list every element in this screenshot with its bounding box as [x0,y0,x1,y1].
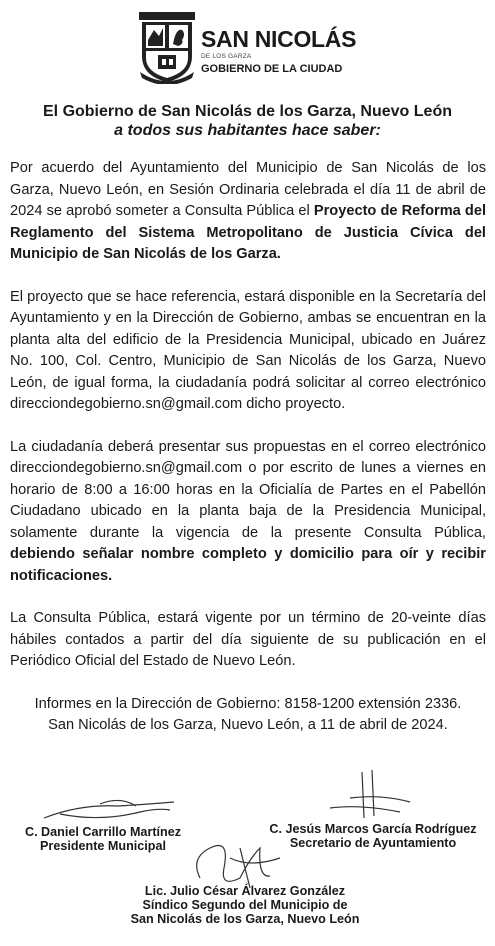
signer-name: C. Jesús Marcos García Rodríguez [269,822,477,836]
paragraph-proposals [10,437,486,588]
date-line: San Nicolás de los Garza, Nuevo León, a 11 de abril de 2024. [48,717,448,733]
signer-title: Síndico Segundo del Municipio de [142,898,348,912]
brand-name: SAN NICOLÁS [201,26,357,52]
signer-name: C. Daniel Carrillo Martínez [24,825,182,839]
paragraph-info [10,694,486,737]
signature-right-scribble [300,768,420,828]
signature-sindico [100,884,390,926]
paragraph-availability: El proyecto que se hace referencia, estará disponible en la Secretaría del Ayuntamiento y en la Dirección de Gobierno, ambas se encuentran en la planta alta del edificio de la Presidencia Municipal, ubicado en Juárez No. 100, Col. Centro, Municipio de San Nicolás de los Garza, Nuevo León, de igual forma, la ciudadanía podrá solicitar al correo electrónico direcciondegobierno.sn@gmail.com dicho proyecto. [10,288,486,412]
signature-left-scribble [40,792,180,826]
paragraph-validity: La Consulta Pública, estará vigente por un término de 20-veinte días hábiles contados a partir del día siguiente de su publicación en el Periódico Oficial del Estado de Nuevo León. [10,610,486,669]
coat-of-arms-logo [138,10,196,84]
brand-government: GOBIERNO DE LA CIUDAD [201,63,343,75]
signer-title: Presidente Municipal [40,839,166,853]
heading-line1: El Gobierno de San Nicolás de los Garza, Nuevo León [43,103,452,120]
signer-title: Secretario de Ayuntamiento [289,836,457,850]
info-line: Informes en la Dirección de Gobierno: 8158-1200 extensión 2336. [34,695,462,712]
signature-secretary [258,822,488,850]
paragraph-proposals-bold: debiendo señalar nombre completo y domicilio para oír y recibir notificaciones. [10,546,486,584]
signer-title-2: San Nicolás de los Garza, Nuevo León [130,912,360,926]
signer-name: Lic. Julio César Álvarez González [144,884,346,898]
brand-subtitle: DE LOS GARZA [201,53,252,60]
paragraph-proposals-text: La ciudadanía deberá presentar sus propuestas en el correo electrónico direcciondegobierno.sn@gmail.com o por escrito de lunes a viernes en horario de 8:00 a 16:00 horas en la Oficialía de Partes en el Pabellón Ciudadano ubicado en la planta baja de la Presidencia Municipal, solamente durante la vigencia de la presente Consulta Pública, [10,438,486,541]
header [0,8,495,88]
brand [201,28,356,76]
signature-president [18,825,188,853]
notice-heading [0,102,495,140]
paragraph-agreement-text: Por acuerdo del Ayuntamiento del Municipio de San Nicolás de los Garza, Nuevo León, en Sesión Ordinaria celebrada el día 11 de abril de 2024 se aprobó someter a Consulta Pública el [10,160,486,219]
paragraph-agreement-bold: Proyecto de Reforma del Reglamento del Sistema Metropolitano de Justicia Cívica del Municipio de San Nicolás de los Garza. [10,203,486,262]
heading-line2: a todos sus habitantes hace saber: [114,122,381,139]
paragraph-agreement [10,158,486,266]
notice-body [10,158,486,758]
